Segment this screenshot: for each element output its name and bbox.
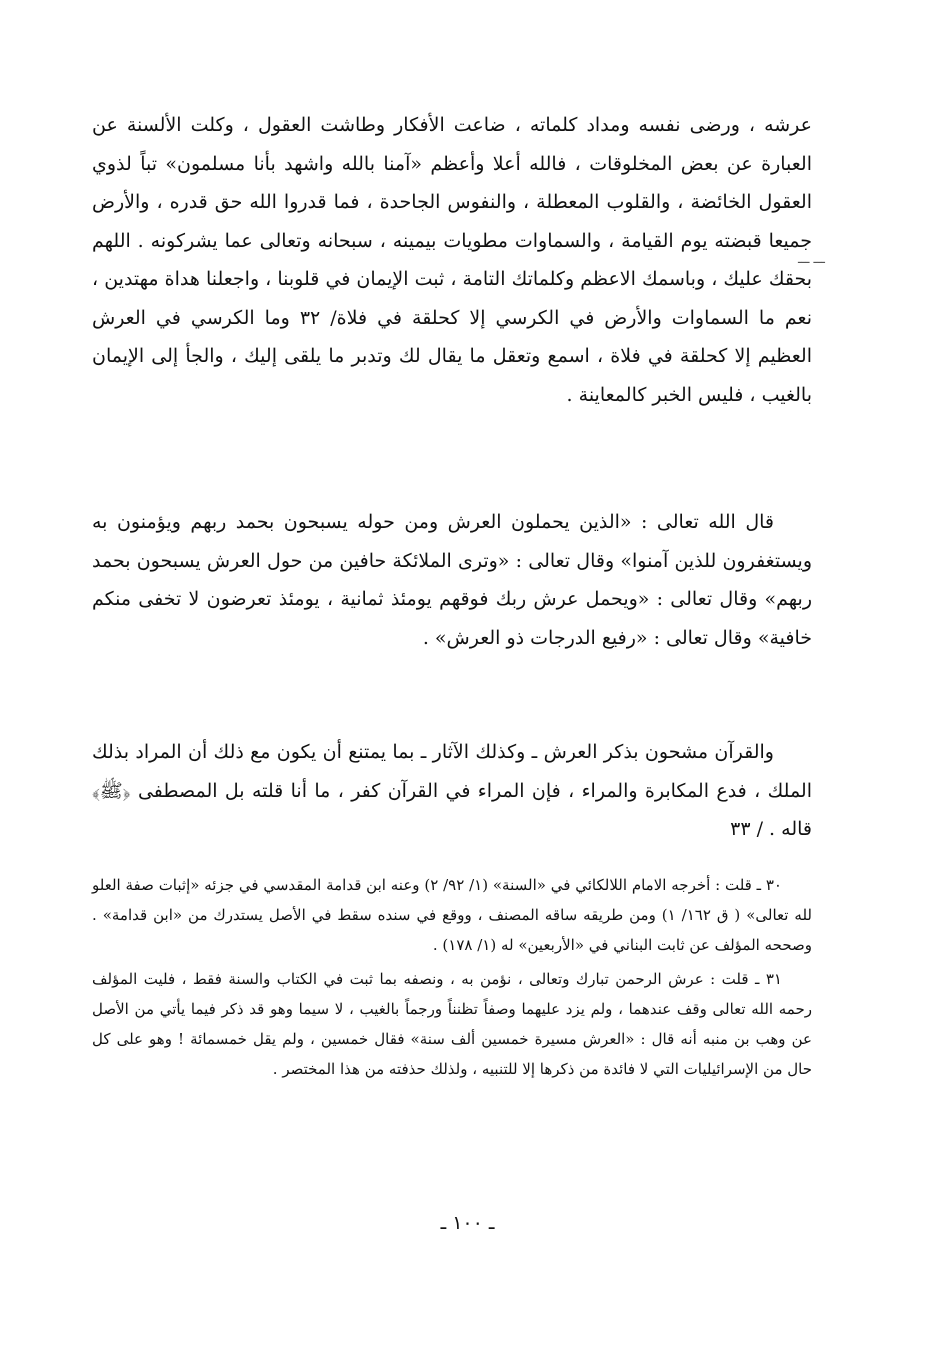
footnote-31: ٣١ ـ قلت : عرش الرحمن تبارك وتعالى ، نؤمن به ، ونصفه بما ثبت في الكتاب والسنة فقط ، فليت المؤلف رحمه الله تعالى وقف عندهما ، ولم يزد عليهما وصفاً تظنناً ورجماً بالغيب ، لا سيما وهو قد ذكر فيما يأتي من الأصل عن وهب بن منبه أنه قال : «العرش مسيرة خمسين ألف سنة» فقال خمسين ، ولم يقل خمسمائة ! وهو على كل حال من الإسرائيليات التي لا فائدة من ذكرها إلا للتنبيه ، ولذلك حذفته من هذا المختصر . xyxy=(92,970,812,1078)
body-paragraph-1: عرشه ، ورضى نفسه ومداد كلماته ، ضاعت الأفكار وطاشت العقول ، وكلت الألسنة عن العبارة عن بعض المخلوقات ، فالله أعلا وأعظم «آمنا بالله واشهد بأنا مسلمون» تباً لذوي العقول الخائضة ، والقلوب المعطلة ، والنفوس الجاحدة ، فما قدروا الله حق قدره ، والأرض جميعا قبضته يوم القيامة ، والسماوات مطويات بيمينه ، سبحانه وتعالى عما يشركونه . اللهم بحقك عليك ، وباسمك الاعظم وكلماتك التامة ، ثبت الإيمان في قلوبنا ، واجعلنا هداة مهتدين ، نعم ما السماوات والأرض في الكرسي إلا كحلقة في فلاة/ ٣٢ وما الكرسي في العرش العظيم إلا كحلقة في فلاة ، اسمع وتعقل ما يقال لك وتدبر ما يلقى إليك ، والجأ إلى الإيمان بالغيب ، فليس الخبر كالمعاينة . xyxy=(92,114,812,406)
page-number: ـ ١٠٠ ـ xyxy=(440,1212,495,1234)
body-paragraph-2: قال الله تعالى : «الذين يحملون العرش ومن حوله يسبحون بحمد ربهم ويؤمنون به ويستغفرون للذين آمنوا» وقال تعالى : «وترى الملائكة حافين من حول العرش يسبحون بحمد ربهم» وقال تعالى : «ويحمل عرش ربك فوقهم يومئذ ثمانية ، يومئذ تعرضون لا تخفى منكم خافية» وقال تعالى : «رفيع الدرجات ذو العرش» . xyxy=(92,511,812,649)
footnotes-section xyxy=(92,870,812,1084)
margin-mark: ـــ ـــ xyxy=(798,252,825,267)
footnote-30: ٣٠ ـ قلت : أخرجه الامام اللالكائي في «السنة» (١/ ٩٢/ ٢) وعنه ابن قدامة المقدسي في جزئه «إثبات صفة العلو لله تعالى» ( ق ١٦٢/ ١) ومن طريقه ساقه المصنف ، ووقع في سنده سقط في الأصل يستدرك من «ابن قدامة» . وصححه المؤلف عن ثابت البناني في «الأربعين» له (١/ ١٧٨) . xyxy=(92,876,812,954)
body-paragraph-3: والقرآن مشحون بذكر العرش ـ وكذلك الآثار ـ بما يمتنع أن يكون مع ذلك أن المراد بذلك الملك ، فدع المكابرة والمراء ، فإن المراء في القرآن كفر ، ما أنا قلته بل المصطفى ﴿ﷺ﴾ قاله . / ٣٣ xyxy=(92,741,812,840)
